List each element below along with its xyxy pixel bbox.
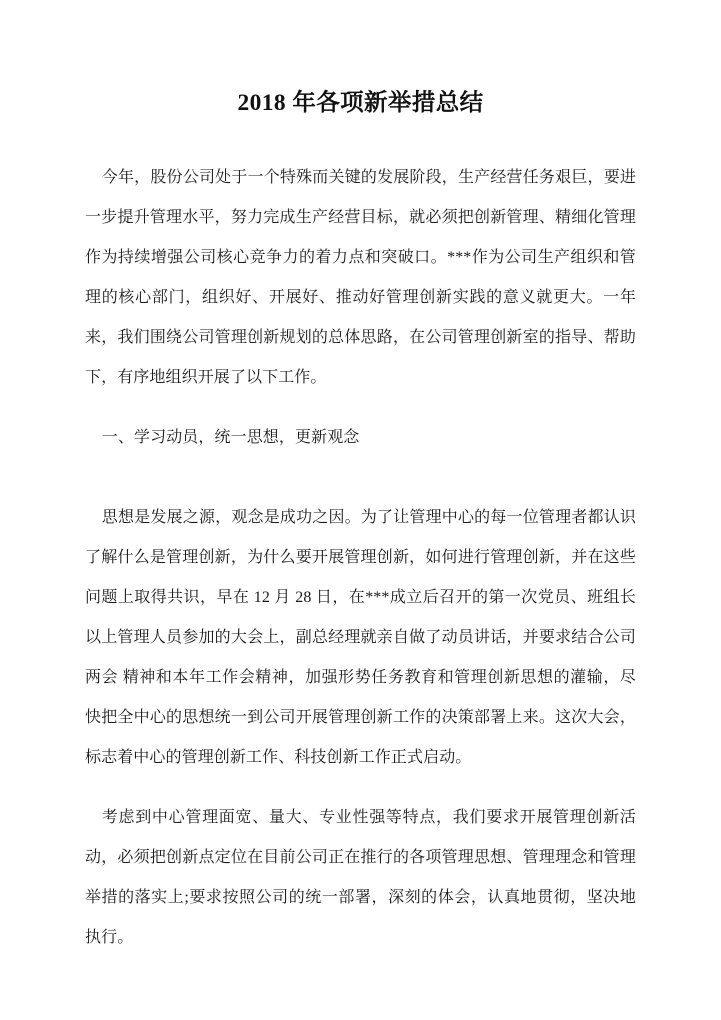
paragraph-block-implementation <box>85 798 636 958</box>
paragraph-block-mobilization <box>85 498 636 778</box>
paragraph: 今年，股份公司处于一个特殊而关键的发展阶段，生产经营任务艰巨，要进一步提升管理水平，努力完成生产经营目标，就必须把创新管理、精细化管理作为持续增强公司核心竞争力的着力点和突破口。***作为公司生产组织和管理的核心部门，组织好、开展好、推动好管理创新实践的意义就更大。一年来，我们围绕公司管理创新规划的总体思路，在公司管理创新室的指导、帮助下，有序地组织开展了以下工作。 <box>85 169 636 386</box>
section-heading-block <box>85 418 636 458</box>
paragraph-block-intro <box>85 158 636 398</box>
paragraph: 考虑到中心管理面宽、量大、专业性强等特点，我们要求开展管理创新活动，必须把创新点定位在目前公司正在推行的各项管理思想、管理理念和管理举措的落实上;要求按照公司的统一部署，深刻的体会，认真地贯彻，坚决地执行。 <box>85 809 636 946</box>
document-title: 2018 年各项新举措总结 <box>237 90 484 116</box>
paragraph: 思想是发展之源，观念是成功之因。为了让管理中心的每一位管理者都认识了解什么是管理创新，为什么要开展管理创新，如何进行管理创新，并在这些问题上取得共识，早在 12 月 28 日，在***成立后召开的第一次党员、班组长以上管理人员参加的大会上，副总经理就亲自做了动员讲话，并要求结合公司 两会 精神和本年工作会精神，加强形势任务教育和管理创新思想的灌输，尽快把全中心的思想统一到公司开展管理创新工作的决策部署上来。这次大会，标志着中心的管理创新工作、科技创新工作正式启动。 <box>85 509 636 766</box>
section-heading: 一、学习动员，统一思想，更新观念 <box>101 429 360 446</box>
